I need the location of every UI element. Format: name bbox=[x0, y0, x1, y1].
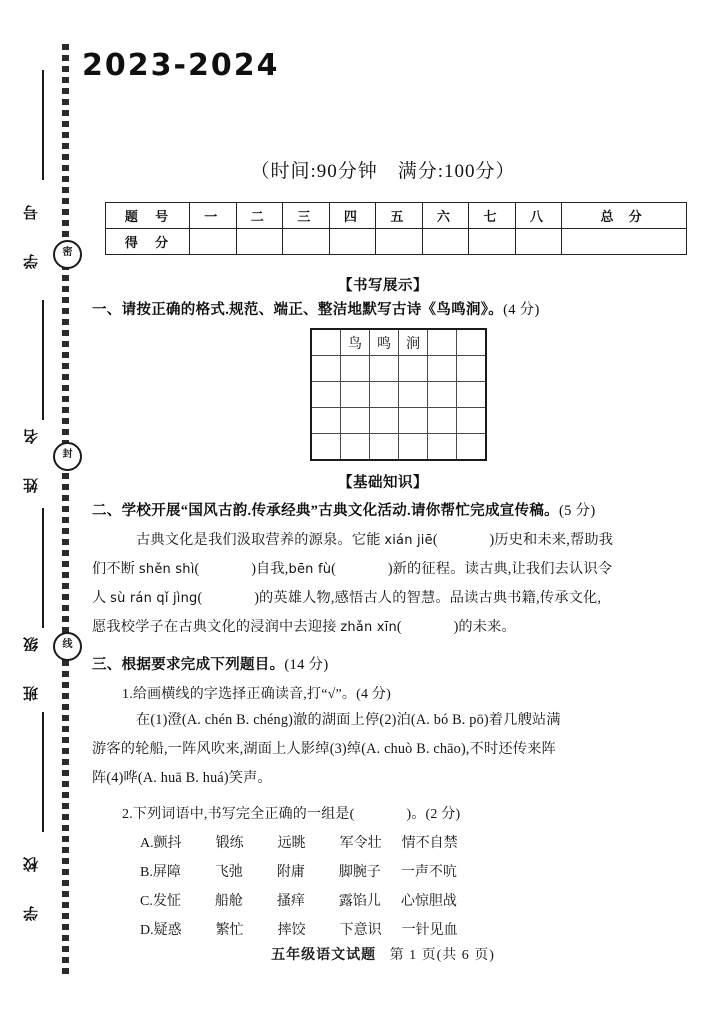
option-b[interactable] bbox=[140, 861, 463, 881]
grid-cell[interactable] bbox=[311, 382, 341, 408]
score-cell-8[interactable] bbox=[515, 229, 562, 255]
option-word: 锻练 bbox=[215, 836, 244, 851]
option-word: 发怔 bbox=[152, 894, 181, 909]
pinyin-text: shěn shì bbox=[138, 562, 195, 577]
option-word: 摔饺 bbox=[277, 923, 306, 938]
grid-cell[interactable] bbox=[428, 382, 457, 408]
score-cell-3[interactable] bbox=[283, 229, 330, 255]
sidebar-rule-4 bbox=[42, 712, 44, 832]
grid-cell[interactable] bbox=[428, 408, 457, 434]
table-row bbox=[311, 434, 486, 461]
seal-mark-1: 密 bbox=[53, 240, 82, 269]
pinyin-text: xián jiē bbox=[384, 533, 433, 548]
table-row bbox=[311, 356, 486, 382]
binding-sidebar bbox=[0, 0, 78, 1024]
answer-blank[interactable]: ( ) bbox=[396, 619, 459, 635]
score-table bbox=[105, 202, 687, 255]
score-table-row-label: 得 分 bbox=[106, 229, 190, 255]
question-3-2-points: (2 分) bbox=[425, 807, 461, 822]
option-word: 船舱 bbox=[214, 894, 243, 909]
passage-line-3 bbox=[92, 591, 707, 605]
grid-cell[interactable] bbox=[399, 434, 428, 461]
answer-blank[interactable]: ( ) bbox=[197, 590, 259, 606]
sidebar-field-school bbox=[0, 848, 62, 926]
dashed-seal-rail bbox=[62, 44, 69, 974]
score-table-col-1: 一 bbox=[190, 203, 237, 229]
pinyin-text: bēn fù bbox=[288, 562, 332, 577]
passage-line-2 bbox=[92, 562, 707, 576]
option-word: 远眺 bbox=[277, 836, 306, 851]
grid-cell[interactable] bbox=[370, 408, 399, 434]
question-3-1-prompt bbox=[122, 683, 391, 703]
grid-cell[interactable] bbox=[341, 408, 370, 434]
passage-text: 人 bbox=[92, 590, 111, 606]
question-1-heading bbox=[92, 298, 540, 319]
score-table-col-2: 二 bbox=[236, 203, 283, 229]
passage-text: 历史和未来,帮助我 bbox=[494, 532, 614, 548]
grid-cell[interactable] bbox=[399, 408, 428, 434]
option-word: 飞弛 bbox=[214, 865, 243, 880]
grid-cell[interactable] bbox=[428, 329, 457, 356]
grid-cell[interactable] bbox=[399, 382, 428, 408]
score-table-col-3: 三 bbox=[283, 203, 330, 229]
option-word: 军令壮 bbox=[339, 836, 382, 851]
table-row bbox=[311, 382, 486, 408]
score-table-col-6: 六 bbox=[422, 203, 469, 229]
question-1-text: 一、请按正确的格式.规范、端正、整洁地默写古诗《鸟鸣涧》。 bbox=[92, 302, 504, 318]
passage-line-4 bbox=[92, 620, 707, 634]
grid-cell[interactable]: 鸟 bbox=[341, 329, 370, 356]
exam-meta-line: （时间:90分钟 满分:100分） bbox=[250, 161, 516, 182]
sidebar-label-class: 班 级 bbox=[23, 628, 40, 701]
grid-cell[interactable] bbox=[428, 434, 457, 461]
sidebar-field-class bbox=[0, 628, 62, 706]
score-cell-2[interactable] bbox=[236, 229, 283, 255]
grid-cell[interactable] bbox=[457, 356, 487, 382]
section-title-writing-display: 【书写展示】 bbox=[338, 278, 428, 294]
grid-cell[interactable] bbox=[341, 356, 370, 382]
question-3-1-line-1: 在(1)澄(A. chén B. chéng)澈的湖面上停(2)泊(A. bó B. pō)着几艘站满 bbox=[136, 712, 561, 728]
score-cell-4[interactable] bbox=[329, 229, 376, 255]
table-row bbox=[106, 229, 687, 255]
passage-text: 自我, bbox=[256, 561, 289, 577]
grid-cell[interactable] bbox=[399, 356, 428, 382]
grid-cell[interactable] bbox=[428, 356, 457, 382]
question-3-heading bbox=[92, 653, 329, 674]
option-word: 情不自禁 bbox=[401, 836, 458, 851]
grid-cell[interactable] bbox=[311, 408, 341, 434]
answer-blank[interactable]: ( ) bbox=[194, 561, 256, 577]
table-row bbox=[106, 203, 687, 229]
question-3-2-prompt bbox=[122, 803, 460, 823]
pinyin-text: sù rán qǐ jìng bbox=[110, 591, 198, 606]
option-word: 搔痒 bbox=[276, 894, 305, 909]
question-3-2-tail: )。 bbox=[406, 807, 426, 822]
question-1-points: (4 分) bbox=[503, 302, 540, 318]
question-2-text: 二、学校开展“国风古韵.传承经典”古典文化活动.请你帮忙完成宣传稿。 bbox=[92, 503, 559, 519]
option-word: 一声不吭 bbox=[400, 865, 457, 880]
grid-cell[interactable] bbox=[370, 434, 399, 461]
passage-text: 们不断 bbox=[92, 561, 139, 577]
option-letter: B. bbox=[140, 865, 153, 880]
passage-line-1 bbox=[92, 533, 724, 547]
grid-cell[interactable] bbox=[311, 434, 341, 461]
grid-cell[interactable] bbox=[370, 382, 399, 408]
grid-cell[interactable] bbox=[457, 382, 487, 408]
option-letter: D. bbox=[140, 923, 154, 938]
option-word: 心惊胆战 bbox=[400, 894, 457, 909]
question-3-1-points: (4 分) bbox=[356, 687, 391, 702]
grid-cell[interactable]: 鸣 bbox=[370, 329, 399, 356]
question-2-heading bbox=[92, 499, 596, 520]
pinyin-text: zhǎn xīn bbox=[340, 620, 397, 635]
score-table-col-5: 五 bbox=[376, 203, 423, 229]
grid-cell[interactable] bbox=[457, 408, 487, 434]
question-3-1-line-2: 游客的轮船,一阵风吹来,湖面上人影绰(3)绰(A. chuò B. chāo),不时还传来阵 bbox=[92, 741, 556, 757]
option-letter: C. bbox=[140, 894, 153, 909]
passage-text: 的未来。 bbox=[458, 619, 516, 635]
sidebar-label-student-id: 学 号 bbox=[23, 196, 40, 269]
option-word: 脚腕子 bbox=[338, 865, 381, 880]
sidebar-rule-1 bbox=[42, 70, 44, 180]
score-cell-5[interactable] bbox=[376, 229, 423, 255]
sidebar-field-student-id bbox=[0, 196, 62, 274]
grid-cell[interactable]: 涧 bbox=[399, 329, 428, 356]
footer-page-number: 第 1 页(共 6 页) bbox=[389, 948, 495, 963]
seal-mark-2: 封 bbox=[53, 442, 82, 471]
passage-text: 古典文化是我们汲取营养的源泉。它能 bbox=[136, 532, 385, 548]
option-a[interactable] bbox=[140, 832, 464, 852]
passage-text: 的英雄人物,感悟古人的智慧。品读古典书籍,传承文化, bbox=[258, 590, 602, 606]
option-word: 一针见血 bbox=[401, 923, 458, 938]
question-3-2-text: 2.下列词语中,书写完全正确的一组是( bbox=[122, 807, 355, 822]
table-row bbox=[311, 329, 486, 356]
passage-text: 愿我校学子在古典文化的浸润中去迎接 bbox=[92, 619, 341, 635]
option-c[interactable] bbox=[140, 890, 463, 910]
score-cell-total[interactable] bbox=[562, 229, 687, 255]
question-2-points: (5 分) bbox=[558, 503, 596, 519]
score-table-col-8: 八 bbox=[515, 203, 562, 229]
question-3-1-text: 1.给画横线的字选择正确读音,打“√”。 bbox=[122, 687, 357, 702]
option-word: 颤抖 bbox=[153, 836, 182, 851]
score-table-col-4: 四 bbox=[329, 203, 376, 229]
seal-mark-3: 线 bbox=[53, 632, 82, 661]
question-3-points: (14 分) bbox=[284, 657, 329, 673]
score-cell-1[interactable] bbox=[190, 229, 237, 255]
sidebar-label-school: 学 校 bbox=[23, 848, 40, 921]
option-word: 繁忙 bbox=[215, 923, 244, 938]
passage-text: 新的征程。读古典,让我们去认识令 bbox=[392, 561, 613, 577]
grid-cell[interactable] bbox=[311, 329, 341, 356]
page-footer bbox=[78, 944, 688, 964]
grid-cell[interactable] bbox=[341, 434, 370, 461]
answer-blank[interactable]: ( ) bbox=[432, 532, 495, 548]
sidebar-label-name: 姓 名 bbox=[23, 420, 40, 493]
grid-cell[interactable] bbox=[370, 356, 399, 382]
question-3-1-line-3: 阵(4)哗(A. huā B. huá)笑声。 bbox=[92, 770, 272, 786]
option-d[interactable] bbox=[140, 919, 464, 939]
grid-cell[interactable] bbox=[311, 356, 341, 382]
score-table-col-7: 七 bbox=[469, 203, 516, 229]
option-word: 露馅儿 bbox=[338, 894, 381, 909]
grid-cell[interactable] bbox=[457, 329, 487, 356]
score-cell-6[interactable] bbox=[422, 229, 469, 255]
grid-cell[interactable] bbox=[457, 434, 487, 461]
footer-subject: 五年级语文试题 bbox=[271, 948, 377, 963]
exam-year-title: 2023-2024 bbox=[82, 48, 280, 83]
table-row bbox=[311, 408, 486, 434]
section-title-basic-knowledge: 【基础知识】 bbox=[338, 475, 428, 491]
grid-cell[interactable] bbox=[341, 382, 370, 408]
option-word: 附庸 bbox=[276, 865, 305, 880]
score-table-col-total: 总 分 bbox=[562, 203, 687, 229]
sidebar-rule-2 bbox=[42, 300, 44, 420]
sidebar-rule-3 bbox=[42, 508, 44, 628]
answer-blank[interactable]: ( ) bbox=[331, 561, 393, 577]
poem-writing-grid[interactable] bbox=[310, 328, 487, 461]
option-word: 疑惑 bbox=[153, 923, 182, 938]
score-table-row-label: 题 号 bbox=[106, 203, 190, 229]
option-letter: A. bbox=[140, 836, 154, 851]
option-word: 下意识 bbox=[339, 923, 382, 938]
option-word: 屏障 bbox=[152, 865, 181, 880]
exam-page bbox=[78, 0, 724, 1024]
score-cell-7[interactable] bbox=[469, 229, 516, 255]
question-3-text: 三、根据要求完成下列题目。 bbox=[92, 657, 285, 673]
